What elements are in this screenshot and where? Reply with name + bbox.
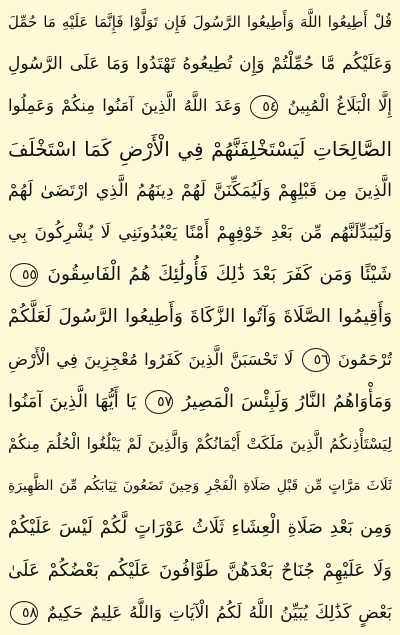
verse-text: وَلَيُبَدِّلَنَّهُم مِّن بَعْدِ خَوْفِهِمْ أَمْنًا يَعْبُدُونَنِي لَا يُشْرِكُونَ بِي xyxy=(8,223,392,244)
verse-line xyxy=(8,424,392,464)
ayah-number-marker: ٥٧ xyxy=(145,390,173,414)
verse-text: بَعْضٍ كَذَٰلِكَ يُبَيِّنُ اللَّهُ لَكُمُ الْآيَاتِ وَاللَّهُ عَلِيمٌ حَكِيمٌ xyxy=(46,602,392,623)
verse-line xyxy=(8,340,392,380)
verse-text: وَأَقِيمُوا الصَّلَاةَ وَآتُوا الزَّكَاةَ وَأَطِيعُوا الرَّسُولَ لَعَلَّكُمْ xyxy=(8,306,392,328)
verse-line xyxy=(8,382,392,422)
verse-text: ثَلَاثَ مَرَّاتٍ مِّن قَبْلِ صَلَاةِ الْفَجْرِ وَحِينَ تَضَعُونَ ثِيَابَكُم مِّنَ الظَّهِيرَةِ xyxy=(8,478,392,495)
verse-text: قُلْ أَطِيعُوا اللَّهَ وَأَطِيعُوا الرَّسُولَ فَإِن تَوَلَّوْا فَإِنَّمَا عَلَيْهِ مَا حُمِّلَ xyxy=(8,13,392,31)
ayah-number-marker: ٥٤ xyxy=(250,95,278,119)
verse-line xyxy=(8,2,392,42)
ayah-number-marker: ٥٨ xyxy=(10,601,38,625)
verse-line xyxy=(8,255,392,295)
verse-text: الصَّالِحَاتِ لَيَسْتَخْلِفَنَّهُمْ فِي الْأَرْضِ كَمَا اسْتَخْلَفَ xyxy=(8,136,392,161)
verse-lines xyxy=(8,2,392,633)
verse-text: تُرْحَمُونَ xyxy=(337,349,392,369)
verse-text: وَعَدَ اللَّهُ الَّذِينَ آمَنُوا مِنكُمْ وَعَمِلُوا xyxy=(8,96,242,116)
verse-text: يَا أَيُّهَا الَّذِينَ آمَنُوا xyxy=(8,390,137,412)
verse-text: شَيْئًا وَمَن كَفَرَ بَعْدَ ذَٰلِكَ فَأُولَٰئِكَ هُمُ الْفَاسِقُونَ xyxy=(47,264,392,286)
ayah-number-marker: ٥٥ xyxy=(10,263,38,287)
verse-line xyxy=(8,213,392,253)
verse-line xyxy=(8,44,392,84)
verse-line xyxy=(8,129,392,169)
ayah-number-marker: ٥٦ xyxy=(302,348,330,372)
verse-line xyxy=(8,593,392,633)
verse-text: إِلَّا الْبَلَاغُ الْمُبِينُ xyxy=(287,96,392,116)
verse-text: وَمِن بَعْدِ صَلَاةِ الْعِشَاءِ ثَلَاثُ عَوْرَاتٍ لَّكُمْ لَيْسَ عَلَيْكُمْ xyxy=(8,517,392,539)
verse-line xyxy=(8,551,392,591)
verse-text: الَّذِينَ مِن قَبْلِهِمْ وَلَيُمَكِّنَنَّ لَهُمْ دِينَهُمُ الَّذِي ارْتَضَىٰ لَهُمْ xyxy=(8,180,392,201)
verse-text: وَمَأْوَاهُمُ النَّارُ وَلَبِئْسَ الْمَصِيرُ xyxy=(182,390,392,412)
verse-text: لَا تَحْسَبَنَّ الَّذِينَ كَفَرُوا مُعْجِزِينَ فِي الْأَرْضِ xyxy=(8,349,294,369)
verse-line xyxy=(8,466,392,506)
verse-text: وَلَا عَلَيْهِمْ جُنَاحٌ بَعْدَهُنَّ طَوَّافُونَ عَلَيْكُم بَعْضُكُمْ عَلَىٰ xyxy=(8,559,392,581)
verse-line xyxy=(8,171,392,211)
verse-text: لِيَسْتَأْذِنكُمُ الَّذِينَ مَلَكَتْ أَيْمَانُكُمْ وَالَّذِينَ لَمْ يَبْلُغُوا الْحُلُمَ مِنكُمْ xyxy=(8,435,392,454)
verse-line xyxy=(8,297,392,337)
verse-text: وَعَلَيْكُم مَّا حُمِّلْتُمْ وَإِن تُطِيعُوهُ تَهْتَدُوا وَمَا عَلَى الرَّسُولِ xyxy=(8,54,392,75)
verse-line xyxy=(8,508,392,548)
verse-line xyxy=(8,86,392,126)
